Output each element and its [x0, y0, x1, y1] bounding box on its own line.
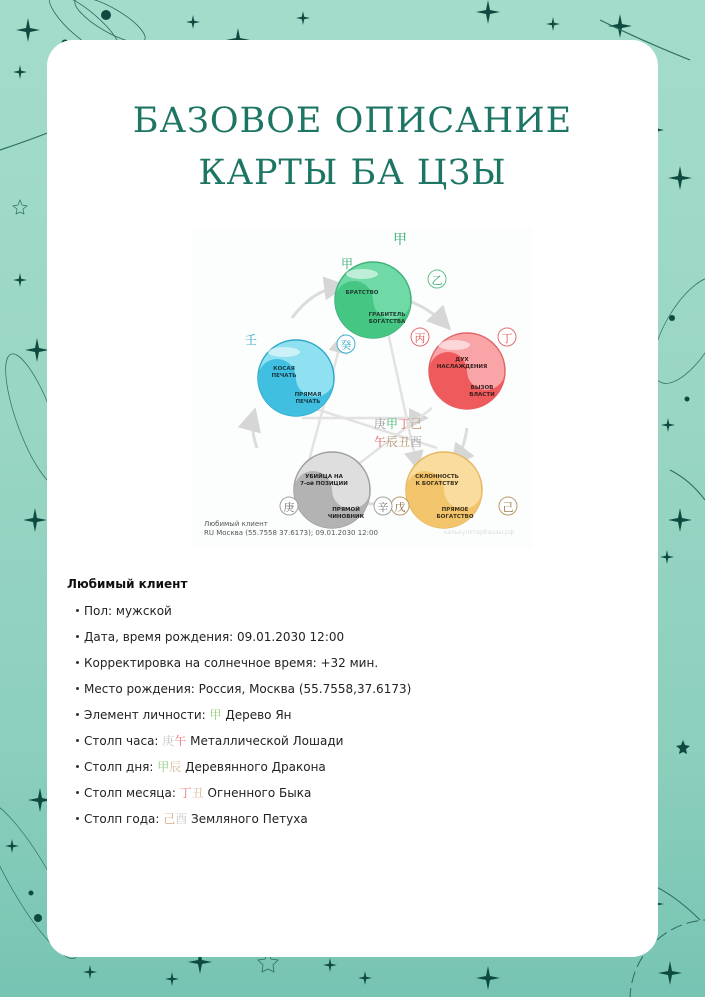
- bazi-elements-diagram: [192, 228, 532, 548]
- svg-text:戊: 戊: [394, 501, 406, 514]
- svg-text:БРАТСТВО: БРАТСТВО: [345, 290, 379, 296]
- center-r1-0: 庚: [373, 417, 387, 431]
- list-item-hour-pillar: Столп часа: 庚午 Металлической Лошади: [76, 728, 627, 754]
- bullet-icon: [76, 817, 79, 820]
- client-details-list: [67, 598, 627, 832]
- svg-text:7-ой ПОЗИЦИИ: 7-ой ПОЗИЦИИ: [300, 481, 348, 487]
- svg-text:ЧИНОВНИК: ЧИНОВНИК: [327, 514, 365, 520]
- list-item-solar-correction: Корректировка на солнечное время: +32 мин.: [76, 650, 627, 676]
- sphere-wood: [335, 262, 411, 338]
- title-line-1: БАЗОВОЕ ОПИСАНИЕ: [132, 101, 573, 141]
- sphere-metal: [294, 452, 370, 528]
- sphere-earth: [406, 452, 482, 528]
- list-item-personality-element: Элемент личности: 甲 Дерево Ян: [76, 702, 627, 728]
- list-item-month-pillar: Столп месяца: 丁丑 Огненного Быка: [76, 780, 627, 806]
- svg-text:БОГАТСТВО: БОГАТСТВО: [436, 514, 474, 520]
- svg-text:ПРЯМОЙ: ПРЯМОЙ: [332, 507, 360, 513]
- svg-text:甲: 甲: [340, 257, 354, 271]
- center-r1-3: 己: [409, 417, 423, 431]
- bullet-icon: [76, 765, 79, 768]
- list-item-day-pillar: Столп дня: 甲辰 Деревянного Дракона: [76, 754, 627, 780]
- svg-text:壬: 壬: [244, 333, 258, 347]
- bullet-icon: [76, 687, 79, 690]
- svg-text:乙: 乙: [431, 274, 443, 287]
- svg-text:庚: 庚: [283, 501, 295, 514]
- bullet-icon: [76, 791, 79, 794]
- svg-text:辛: 辛: [377, 501, 389, 514]
- svg-text:УБИЙЦА НА: УБИЙЦА НА: [305, 474, 343, 480]
- title-line-2: КАРТЫ БА ЦЗЫ: [198, 153, 507, 193]
- center-r2-2: 丑: [397, 435, 411, 449]
- list-item-year-pillar: Столп года: 己酉 Земляного Петуха: [76, 806, 627, 832]
- svg-text:НАСЛАЖДЕНИЯ: НАСЛАЖДЕНИЯ: [436, 364, 488, 370]
- center-r2-0: 午: [373, 435, 387, 449]
- svg-text:ПРЯМОЕ: ПРЯМОЕ: [441, 507, 469, 513]
- svg-text:ПЕЧАТЬ: ПЕЧАТЬ: [295, 399, 321, 405]
- bullet-icon: [76, 713, 79, 716]
- svg-text:ГРАБИТЕЛЬ: ГРАБИТЕЛЬ: [368, 312, 406, 318]
- svg-text:己: 己: [502, 501, 514, 514]
- svg-text:ДУХ: ДУХ: [455, 357, 469, 363]
- svg-text:癸: 癸: [340, 339, 352, 352]
- diagram-watermark: калькуляторбацзы.рф: [443, 529, 514, 536]
- svg-text:БОГАТСТВА: БОГАТСТВА: [368, 319, 406, 325]
- list-item-birth-datetime: Дата, время рождения: 09.01.2030 12:00: [76, 624, 627, 650]
- client-name: Любимый клиент: [67, 577, 188, 591]
- bullet-icon: [76, 661, 79, 664]
- page-card: [47, 40, 658, 957]
- svg-text:丁: 丁: [501, 332, 513, 345]
- bullet-icon: [76, 739, 79, 742]
- sphere-fire: [429, 333, 505, 409]
- center-r2-3: 酉: [409, 435, 423, 449]
- svg-text:К БОГАТСТВУ: К БОГАТСТВУ: [415, 481, 459, 487]
- svg-text:ПРЯМАЯ: ПРЯМАЯ: [294, 392, 322, 398]
- svg-text:КОСАЯ: КОСАЯ: [273, 366, 295, 372]
- center-r1-1: 甲: [385, 417, 399, 431]
- center-r1-2: 丁: [397, 417, 411, 431]
- sphere-water: [258, 340, 334, 416]
- bullet-icon: [76, 635, 79, 638]
- list-item-birthplace: Место рождения: Россия, Москва (55.7558,37.6173): [76, 676, 627, 702]
- svg-text:ВЫЗОВ: ВЫЗОВ: [470, 385, 494, 391]
- svg-text:丙: 丙: [414, 332, 426, 345]
- page-title: [47, 95, 658, 199]
- center-r2-1: 辰: [385, 435, 399, 449]
- list-item-gender: Пол: мужской: [76, 598, 627, 624]
- svg-text:ПЕЧАТЬ: ПЕЧАТЬ: [271, 373, 297, 379]
- svg-text:СКЛОННОСТЬ: СКЛОННОСТЬ: [415, 474, 459, 480]
- svg-text:ВЛАСТИ: ВЛАСТИ: [469, 392, 495, 398]
- bullet-icon: [76, 609, 79, 612]
- diagram-caption: Любимый клиент RU Москва (55.7558 37.6173); 09.01.2030 12:00: [204, 520, 378, 537]
- client-info: [67, 576, 627, 832]
- five-elements-cycle-chart: [192, 228, 532, 548]
- stem-top: 甲: [393, 232, 407, 248]
